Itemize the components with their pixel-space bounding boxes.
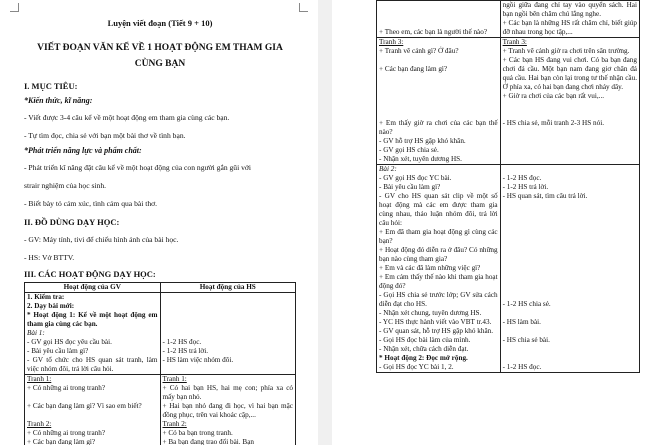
student-answer: + Tranh vẽ cảnh giờ ra chơi trên sân trường. xyxy=(502,47,630,55)
text-line: - Biết bày tỏ cảm xúc, tình cảm qua bài thơ. xyxy=(24,199,158,208)
lesson-heading: VIẾT ĐOẠN VĂN KỂ VỀ 1 HOẠT ĐỘNG EM THAM GIA CÙNG BẠN xyxy=(37,43,283,69)
teacher-step: - GV hỗ trợ HS gặp khó khăn. xyxy=(379,137,466,145)
text-line: strair nghiệm của học sinh. xyxy=(24,181,107,190)
table-cell xyxy=(377,165,501,373)
teacher-question: + Theo em, các bạn là người thế nào? xyxy=(379,28,488,36)
student-answer: + Các bạn HS đang vui chơi. Có ba bạn đang chơi đá cầu. Một bạn nam đang giơ chân đá quả cầu. Hai bạn còn lại trong tư thế nhận cầu. Ở phía xa, có hai bạn đang chơi nhảy dây. xyxy=(502,56,637,91)
student-answer: + Có hai bạn HS, hai mẹ con; phía xa có mấy bạn nhỏ. xyxy=(162,384,293,401)
lesson-title: Luyện viết đoạn (Tiết 9 + 10) xyxy=(107,18,213,28)
picture-label: Tranh 1: xyxy=(162,375,187,383)
page-corner-mark xyxy=(299,3,308,12)
teacher-step: - YC HS thực hành viết vào VBT tr.43. xyxy=(379,318,492,326)
student-step: - 1-2 HS đọc. xyxy=(502,174,542,182)
teacher-question: + Em và các đã làm những việc gì? xyxy=(379,264,481,272)
exercise-label: Bài 1: xyxy=(27,329,45,337)
student-answer: + Giờ ra chơi của các bạn rất vui,... xyxy=(502,92,605,100)
section-objectives: I. MỤC TIÊU: xyxy=(24,81,78,91)
text-line: - GV: Máy tính, tivi để chiếu hình ảnh của bài học. xyxy=(24,235,179,244)
student-step: - HS chia sẻ, mỗi tranh 2-3 HS nói. xyxy=(502,119,605,127)
teacher-question: + Các bạn đang làm gì? xyxy=(379,65,448,73)
student-answer: ngồi giữa đang chỉ tay vào quyển sách. Hai bạn ngồi bên chăm chú lắng nghe. xyxy=(502,1,637,18)
teacher-question: + Tranh vẽ cảnh gì? Ở đâu? xyxy=(379,47,459,55)
sub-competence: *Phát triển năng lực và phẩm chất: xyxy=(24,146,142,155)
picture-label: Tranh 3: xyxy=(379,38,404,46)
teacher-question: + Em cảm thấy thế nào khi tham gia hoạt động đó? xyxy=(379,273,498,290)
page-corner-mark xyxy=(10,3,19,12)
text-line: - Tự tìm đọc, chia sẻ với bạn một bài thơ về tình bạn. xyxy=(24,131,186,140)
text-line: - Viết được 3-4 câu kể về một hoạt động em tham gia cùng các bạn. xyxy=(24,113,230,122)
student-step: - 1-2 HS chia sẻ. xyxy=(502,300,551,308)
teacher-step: - GV gọi HS đọc yêu cầu bài. xyxy=(27,338,112,346)
teacher-step: - Gọi HS đọc YC bài 1, 2. xyxy=(379,363,454,371)
teacher-step: - Bài yêu cầu làm gì? xyxy=(27,347,89,355)
picture-label: Tranh 2: xyxy=(27,420,52,428)
student-answer: + Ba bạn đang trao đổi bài. Bạn xyxy=(162,438,254,445)
sub-knowledge: *Kiến thức, kĩ năng: xyxy=(24,96,93,105)
table-header-row xyxy=(25,283,296,293)
teacher-step: - Gọi HS đọc bài làm của mình. xyxy=(379,336,471,344)
activities-table-continued xyxy=(376,0,640,373)
teacher-step: - Nhận xét, chữa cách diễn đạt. xyxy=(379,345,469,353)
table-row xyxy=(25,375,296,445)
teacher-question: + Em đã tham gia hoạt động gì cùng các bạn? xyxy=(379,228,498,245)
table-row xyxy=(377,165,640,373)
teacher-question: + Có những ai trong tranh? xyxy=(27,429,106,437)
teacher-question: + Hoạt động đó diễn ra ở đâu? Có những bạn nào cùng tham gia? xyxy=(379,246,498,263)
table-row xyxy=(25,293,296,375)
teacher-question: + Có những ai trong tranh? xyxy=(27,384,106,392)
row-label: 2. Dạy bài mới: xyxy=(27,302,75,310)
activity-title: * Hoạt động 1: Kể về một hoạt động em tham gia cùng các bạn. xyxy=(27,311,158,328)
row-label: 1. Kiểm tra: xyxy=(27,293,65,301)
teacher-question: + Các bạn đang làm gì? Vì sao em biết? xyxy=(27,402,142,410)
table-cell xyxy=(377,1,501,38)
document-page-right xyxy=(332,0,650,445)
activity-title: * Hoạt động 2: Đọc mở rộng. xyxy=(379,354,468,362)
table-cell xyxy=(160,293,296,375)
picture-label: Tranh 2: xyxy=(162,420,187,428)
text-line: - Phát triển kĩ năng đặt câu kể về một hoạt động của con người gắn gũi với xyxy=(24,163,252,172)
header-teacher: Hoạt động của GV xyxy=(25,283,161,293)
activities-table xyxy=(24,282,296,445)
student-answer: + Các bạn là những HS rất chăm chỉ, biết giúp đỡ nhau trong học tập,... xyxy=(502,19,637,36)
teacher-step: - Nhận xét chung, tuyên dương HS. xyxy=(379,309,482,317)
table-cell xyxy=(25,293,161,375)
exercise-label: Bài 2: xyxy=(379,165,397,173)
table-cell xyxy=(500,38,639,165)
student-step: - 1-2 HS trả lời. xyxy=(502,183,549,191)
student-answer: + Hai bạn nhỏ đang đi học, vì hai bạn mặc đồng phục, trên vai khoác cặp,... xyxy=(162,402,293,419)
teacher-step: - Nhận xét, tuyên dương HS. xyxy=(379,155,462,163)
header-student: Hoạt động của HS xyxy=(160,283,296,293)
teacher-step: - Bài yêu cầu làm gì? xyxy=(379,183,441,191)
section-materials: II. ĐỒ DÙNG DẠY HỌC: xyxy=(24,217,120,227)
table-cell xyxy=(160,375,296,445)
teacher-step: - GV gọi HS chia sẻ. xyxy=(379,146,439,154)
teacher-step: - GV gọi HS đọc YC bài. xyxy=(379,174,452,182)
teacher-question: + Các bạn đang làm gì? xyxy=(27,438,96,445)
teacher-question: + Em thấy giờ ra chơi của các bạn thế nào? xyxy=(379,119,498,136)
student-step: - 1-2 HS đọc. xyxy=(502,363,542,371)
student-step: - HS làm việc nhóm đôi. xyxy=(162,356,234,364)
table-cell xyxy=(500,1,639,38)
table-cell xyxy=(25,375,161,445)
student-step: - HS làm bài. xyxy=(502,318,541,326)
table-row xyxy=(377,38,640,165)
table-cell xyxy=(500,165,639,373)
student-step: - HS chia sẻ bài. xyxy=(502,336,550,344)
text-line: - HS: Vở BTTV. xyxy=(24,253,75,262)
teacher-step: - GV tổ chức cho HS quan sát tranh, làm việc nhóm đôi, trả lời câu hỏi. xyxy=(27,356,158,373)
student-step: - HS quan sát, tìm câu trả lời. xyxy=(502,192,588,200)
section-activities: III. CÁC HOẠT ĐỘNG DẠY HỌC: xyxy=(24,269,156,279)
picture-label: Tranh 1: xyxy=(27,375,52,383)
teacher-step: - GV cho HS quan sát clip về một số hoạt động mà các em được tham gia cùng nhau, thảo luận nhóm đôi, trả lời câu hỏi: xyxy=(379,192,498,227)
teacher-step: - Gọi HS chia sẻ trước lớp; GV sửa cách diễn đạt cho HS. xyxy=(379,291,498,308)
teacher-step: - GV quan sát, hỗ trợ HS gặp khó khăn. xyxy=(379,327,494,335)
student-answer: + Có ba bạn trong tranh. xyxy=(162,429,233,437)
picture-label: Tranh 3: xyxy=(502,38,527,46)
table-cell xyxy=(377,38,501,165)
student-step: - 1-2 HS trả lời. xyxy=(162,347,209,355)
table-row xyxy=(377,1,640,38)
student-step: - 1-2 HS đọc. xyxy=(162,338,202,346)
document-page-left xyxy=(0,0,318,445)
